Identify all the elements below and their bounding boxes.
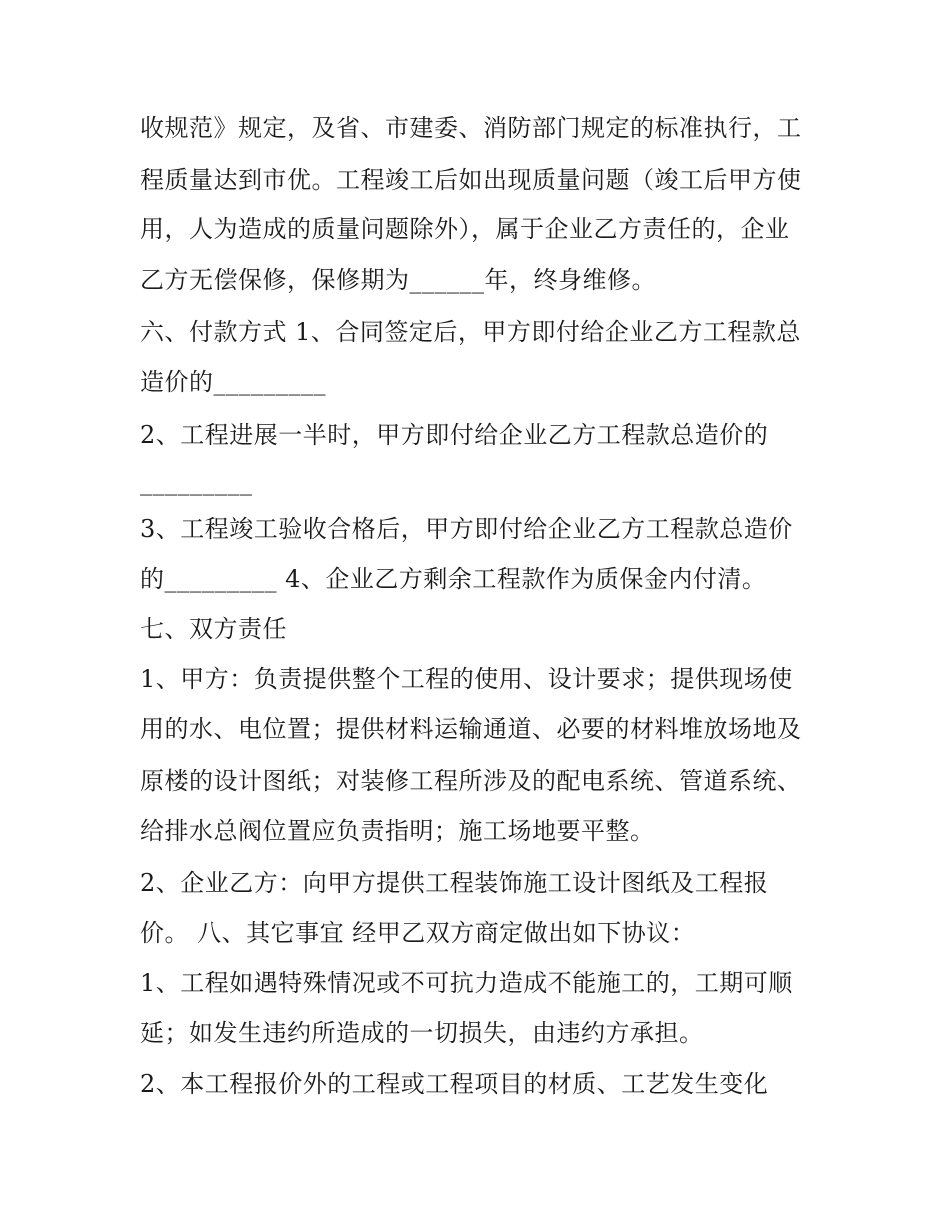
text-line: 程质量达到市优。工程竣工后如出现质量问题（竣工后甲方使 xyxy=(140,166,802,194)
text-line: 用的水、电位置；提供材料运输通道、必要的材料堆放场地及 xyxy=(140,715,802,743)
text-line: 乙方无偿保修，保修期为______年，终身维修。 xyxy=(140,266,656,294)
text-line: 收规范》规定，及省、市建委、消防部门规定的标准执行，工 xyxy=(140,114,802,142)
text-line: 六、付款方式 1、合同签定后，甲方即付给企业乙方工程款总 xyxy=(140,318,801,346)
text-line: 原楼的设计图纸；对装修工程所涉及的配电系统、管道系统、 xyxy=(140,767,802,795)
text-line: _________ xyxy=(140,468,253,496)
text-line: 2、企业乙方：向甲方提供工程装饰施工设计图纸及工程报 xyxy=(140,869,769,897)
text-line: 延；如发生违约所造成的一切损失，由违约方承担。 xyxy=(140,1019,704,1047)
text-line: 给排水总阀位置应负责指明；施工场地要平整。 xyxy=(140,817,655,845)
text-line: 1、甲方：负责提供整个工程的使用、设计要求；提供现场使 xyxy=(140,665,793,693)
text-line: 2、工程进展一半时，甲方即付给企业乙方工程款总造价的 xyxy=(140,421,769,449)
text-line: 造价的_________ xyxy=(140,368,326,396)
text-line: 价。 八、其它事宜 经甲乙双方商定做出如下协议： xyxy=(140,919,696,947)
text-line: 的_________ 4、企业乙方剩余工程款作为质保金内付清。 xyxy=(140,565,767,593)
text-line: 用，人为造成的质量问题除外），属于企业乙方责任的，企业 xyxy=(140,215,790,243)
text-line: 1、工程如遇特殊情况或不可抗力造成不能施工的，工期可顺 xyxy=(140,969,793,997)
text-line: 3、工程竣工验收合格后，甲方即付给企业乙方工程款总造价 xyxy=(140,515,793,543)
section-heading: 七、双方责任 xyxy=(140,615,287,643)
text-line: 2、本工程报价外的工程或工程项目的材质、工艺发生变化 xyxy=(140,1070,769,1098)
